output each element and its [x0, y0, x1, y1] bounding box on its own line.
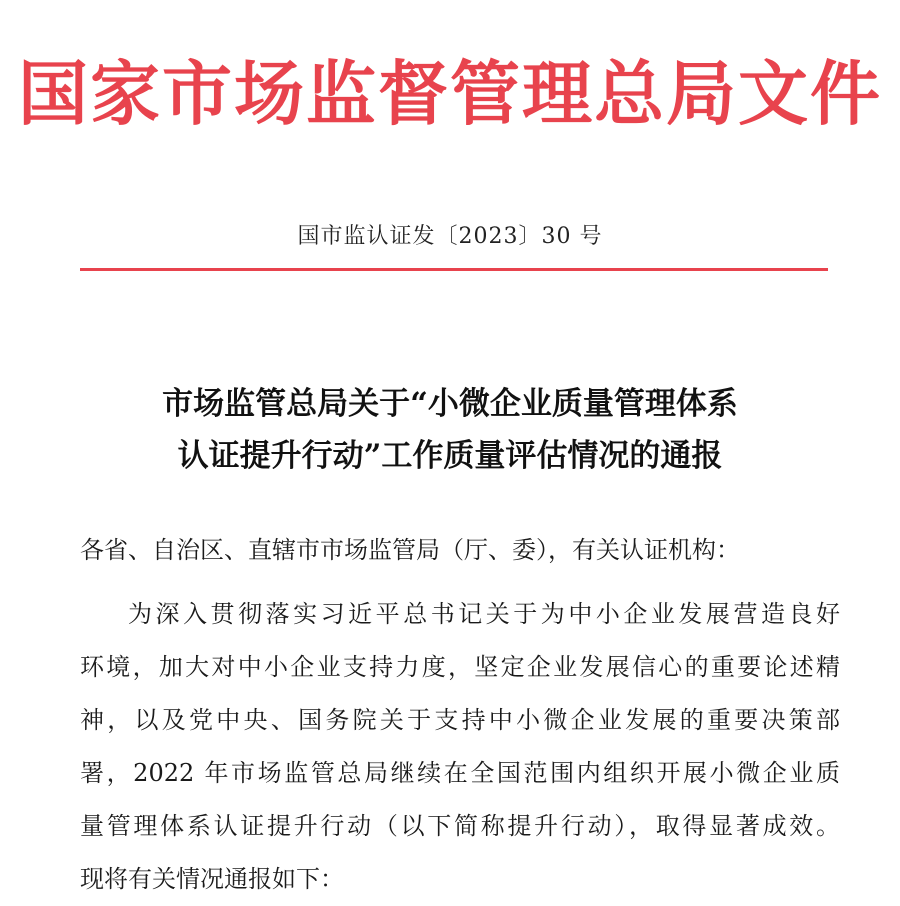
issuer-header: 国家市场监督管理总局文件	[18, 53, 882, 135]
red-divider	[80, 268, 828, 271]
body-line: 量管理体系认证提升行动（以下简称提升行动），取得显著成效。	[80, 812, 840, 840]
body-paragraph	[80, 588, 840, 906]
document-number: 国市监认证发〔2023〕30 号	[297, 224, 603, 249]
title-line-1: 市场监管总局关于“小微企业质量管理体系	[162, 386, 738, 422]
body-line: 神，以及党中央、国务院关于支持中小微企业发展的重要决策部	[80, 706, 840, 734]
document-title	[0, 378, 900, 482]
body-line: 署，2022 年市场监管总局继续在全国范围内组织开展小微企业质	[80, 759, 840, 787]
recipients-line: 各省、自治区、直辖市市场监管局（厅、委），有关认证机构：	[80, 536, 740, 564]
body-line: 为深入贯彻落实习近平总书记关于为中小企业发展营造良好	[128, 600, 840, 628]
body-line: 环境，加大对中小企业支持力度，坚定企业发展信心的重要论述精	[80, 653, 840, 681]
body-line: 现将有关情况通报如下：	[80, 865, 344, 893]
title-line-2: 认证提升行动”工作质量评估情况的通报	[177, 438, 723, 474]
